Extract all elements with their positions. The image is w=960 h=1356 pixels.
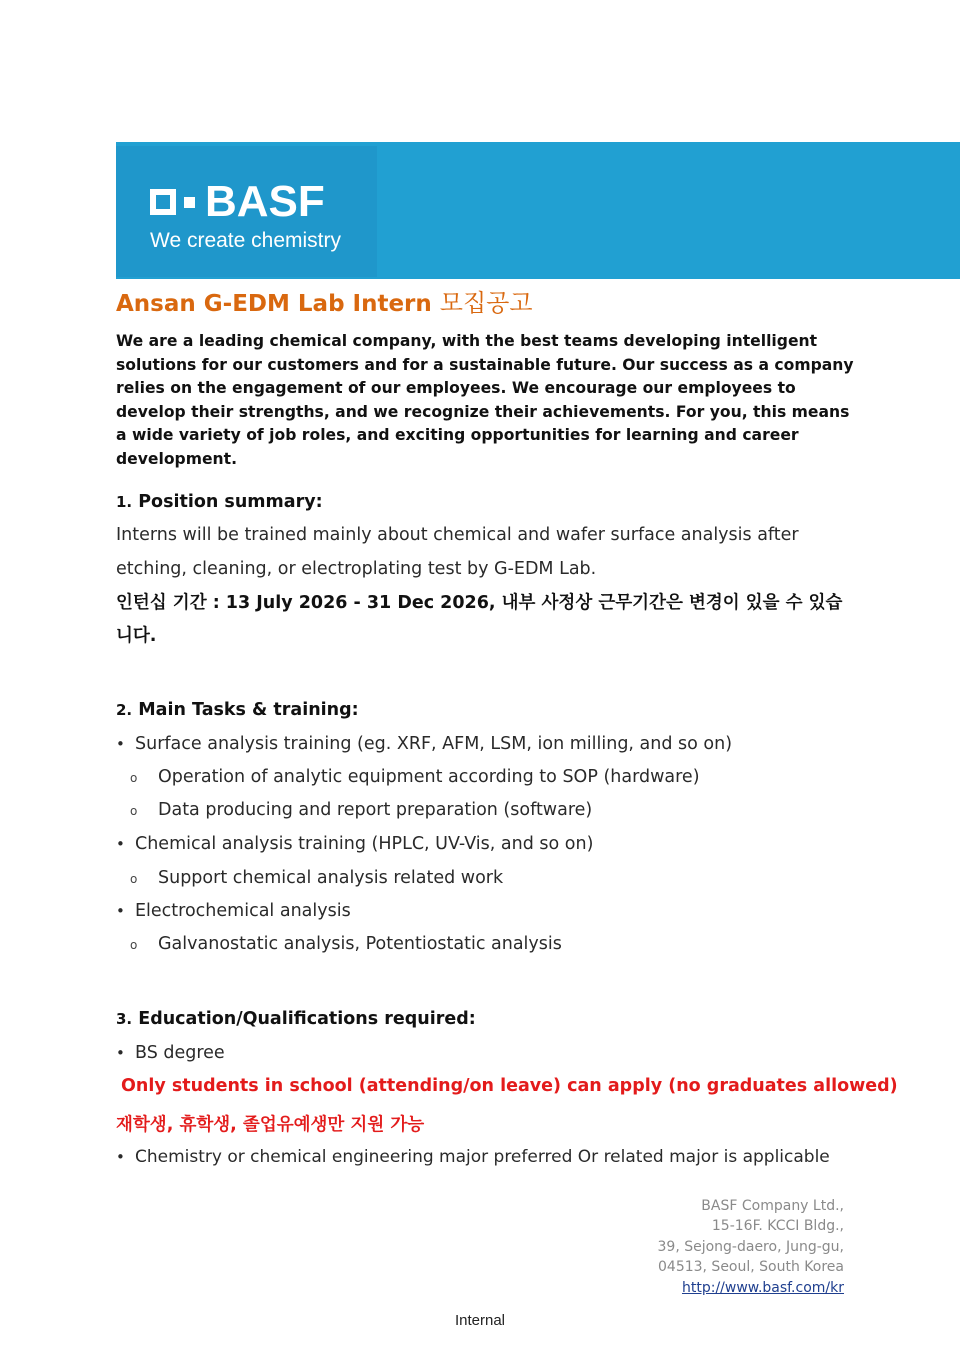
circle-bullet-icon: o [130, 771, 138, 785]
section-3-number: 3. [116, 1010, 133, 1028]
title-en: Ansan G-EDM Lab Intern [116, 291, 432, 317]
classification-label: Internal [454, 1312, 506, 1329]
section-2-number: 2. [116, 701, 133, 719]
section-1-number: 1. [116, 493, 133, 511]
basf-logo [116, 146, 377, 277]
company-address [658, 1196, 845, 1298]
title-kr: 모집공고 [439, 289, 533, 317]
section-3-heading [116, 1009, 476, 1029]
list-item [116, 1043, 225, 1063]
logo-square-dot-icon [184, 197, 195, 208]
list-item-text: Support chemical analysis related work [158, 868, 504, 888]
list-item-text: Operation of analytic equipment according to SOP (hardware) [158, 767, 700, 787]
list-item-text: BS degree [135, 1043, 225, 1063]
circle-bullet-icon: o [130, 872, 138, 886]
section-2-title: Main Tasks & training: [138, 700, 359, 720]
address-line-1: 15-16F. KCCI Bldg., [711, 1218, 844, 1235]
circle-bullet-icon: o [130, 938, 138, 952]
list-item [116, 834, 593, 854]
bullet-icon: • [116, 735, 125, 753]
circle-bullet-icon: o [130, 804, 138, 818]
list-item [130, 934, 562, 954]
bullet-icon: • [116, 835, 125, 853]
list-item-text: Chemical analysis training (HPLC, UV-Vis, and so on) [135, 834, 594, 854]
bullet-icon: • [116, 1044, 125, 1062]
section-1-heading [116, 492, 323, 512]
list-item [116, 901, 351, 921]
intro-paragraph: We are a leading chemical company, with the best teams developing intelligent solutions for our customers and for a sustainable future. Our success as a company relies on the engagement of our employees. We encourage our employees to develop their strengths, and we recognize their achievements. For you, this means a wide variety of job roles, and exciting opportunities for learning and career development. [116, 332, 854, 468]
website-link[interactable]: http://www.basf.com/kr [681, 1279, 844, 1296]
basf-logo-mark [150, 177, 325, 226]
list-item [130, 800, 592, 820]
list-item-text: Data producing and report preparation (software) [158, 800, 593, 820]
eligibility-notice-kr: 재학생, 휴학생, 졸업유예생만 지원 가능 [116, 1115, 425, 1135]
eligibility-notice-en: Only students in school (attending/on leave) can apply (no graduates allowed) [121, 1076, 898, 1096]
bullet-icon: • [116, 902, 125, 920]
section-1-line-2: etching, cleaning, or electroplating test by G-EDM Lab. [116, 559, 597, 579]
company-name: BASF Company Ltd., [701, 1198, 844, 1214]
address-line-3: 04513, Seoul, South Korea [658, 1259, 844, 1276]
list-item-text: Electrochemical analysis [135, 901, 351, 921]
section-2-heading [116, 700, 359, 720]
header-banner [116, 142, 960, 279]
list-item-text: Surface analysis training (eg. XRF, AFM, LSM, ion milling, and so on) [135, 734, 733, 754]
logo-wordmark: BASF [205, 177, 325, 226]
list-item [130, 868, 503, 888]
section-1-line-1: Interns will be trained mainly about chemical and wafer surface analysis after [116, 525, 799, 545]
list-item [116, 1147, 830, 1167]
page-title [116, 283, 533, 318]
bullet-icon: • [116, 1148, 125, 1166]
list-item [116, 734, 732, 754]
list-item-text: Galvanostatic analysis, Potentiostatic analysis [158, 934, 562, 954]
address-line-2: 39, Sejong-daero, Jung-gu, [657, 1238, 844, 1255]
section-1-title: Position summary: [138, 492, 323, 512]
section-3-title: Education/Qualifications required: [138, 1009, 476, 1029]
internship-period: 인턴십 기간 : 13 July 2026 - 31 Dec 2026, 내부 사정상 근무기간은 변경이 있을 수 있습니다. [116, 593, 843, 646]
list-item [130, 767, 700, 787]
logo-square-outline-icon [150, 189, 176, 215]
logo-tagline: We create chemistry [150, 229, 341, 252]
list-item-text: Chemistry or chemical engineering major preferred Or related major is applicable [135, 1147, 830, 1167]
